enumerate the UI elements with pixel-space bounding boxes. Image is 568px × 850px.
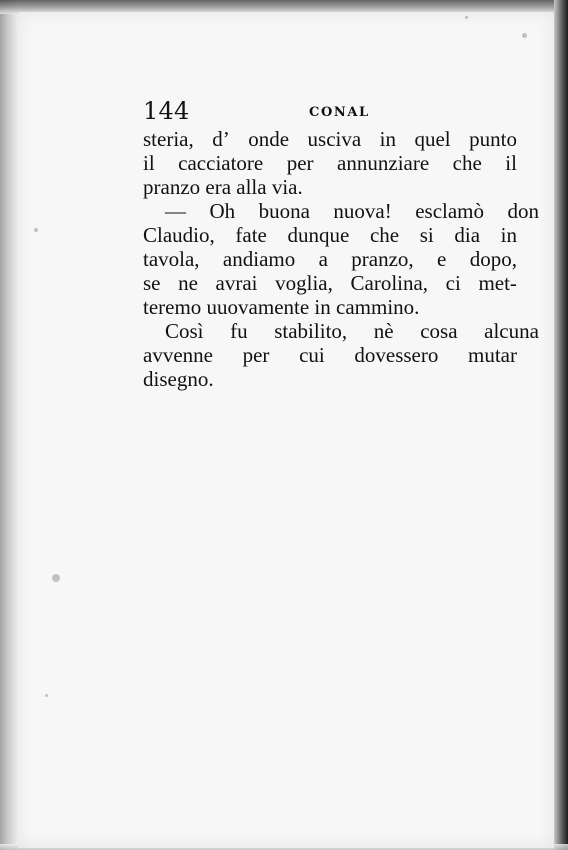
text-word: il xyxy=(505,151,517,175)
text-word: dopo, xyxy=(469,247,517,271)
text-line xyxy=(143,151,517,175)
paper-speckle xyxy=(522,33,527,38)
text-line xyxy=(143,199,539,223)
text-word: alcuna xyxy=(484,319,539,343)
page-number: 144 xyxy=(143,97,190,125)
text-word: e xyxy=(437,247,447,271)
text-word: Così xyxy=(165,319,204,343)
text-word: ci xyxy=(445,271,461,295)
page-header xyxy=(143,97,517,127)
text-word: esclamò xyxy=(415,199,485,223)
text-word: nuova! xyxy=(333,199,392,223)
running-title: CONAL xyxy=(309,105,370,120)
text-line xyxy=(143,271,517,295)
text-word: onde xyxy=(248,127,290,151)
text-word: mutar xyxy=(468,343,517,367)
text-word: dia xyxy=(454,223,481,247)
text-word: avrai xyxy=(215,271,258,295)
text-word: fate xyxy=(235,223,267,247)
text-word: tavola, xyxy=(143,247,200,271)
paper-speckle xyxy=(45,694,48,697)
paper-speckle xyxy=(34,228,38,232)
text-word: per xyxy=(242,343,270,367)
text-word: che xyxy=(452,151,482,175)
right-page-edge xyxy=(554,0,568,850)
text-line xyxy=(143,127,517,151)
text-word: Claudio, xyxy=(143,223,215,247)
text-word: avvenne xyxy=(143,343,213,367)
text-word: cui xyxy=(299,343,325,367)
text-word: don xyxy=(507,199,539,223)
text-word: punto xyxy=(469,127,517,151)
text-word: annunziare xyxy=(337,151,430,175)
text-word: se xyxy=(143,271,161,295)
text-word: quel xyxy=(414,127,451,151)
text-word: usciva xyxy=(307,127,362,151)
text-line xyxy=(143,343,517,367)
text-line: pranzo era alla via. xyxy=(143,175,303,199)
text-word: Oh xyxy=(209,199,236,223)
text-word: si xyxy=(419,223,434,247)
text-word: in xyxy=(500,223,517,247)
text-word: pranzo, xyxy=(351,247,414,271)
text-line xyxy=(143,247,517,271)
paper-speckle xyxy=(465,16,468,19)
text-line: teremo uuovamente in cammino. xyxy=(143,295,420,319)
text-word: steria, xyxy=(143,127,194,151)
text-word: Carolina, xyxy=(350,271,429,295)
text-word: il xyxy=(143,151,155,175)
text-word: d’ xyxy=(212,127,230,151)
text-word: cosa xyxy=(420,319,458,343)
text-word: per xyxy=(286,151,314,175)
left-page-edge xyxy=(0,0,18,850)
text-word: dovessero xyxy=(354,343,439,367)
body-text xyxy=(143,127,539,391)
text-word: cacciatore xyxy=(178,151,264,175)
text-word: — xyxy=(165,199,186,223)
text-word: dunque xyxy=(287,223,350,247)
text-word: ne xyxy=(178,271,198,295)
text-word: voglia, xyxy=(275,271,333,295)
text-word: buona xyxy=(258,199,310,223)
paper-speckle xyxy=(52,574,60,582)
text-word: che xyxy=(369,223,400,247)
text-word: met- xyxy=(478,271,517,295)
text-word: in xyxy=(379,127,396,151)
text-word: stabilito, xyxy=(274,319,348,343)
text-line xyxy=(143,319,539,343)
text-word: andiamo xyxy=(222,247,296,271)
text-line: disegno. xyxy=(143,367,214,391)
text-word: nè xyxy=(373,319,394,343)
text-word: fu xyxy=(230,319,248,343)
text-line xyxy=(143,223,517,247)
text-word: a xyxy=(318,247,328,271)
